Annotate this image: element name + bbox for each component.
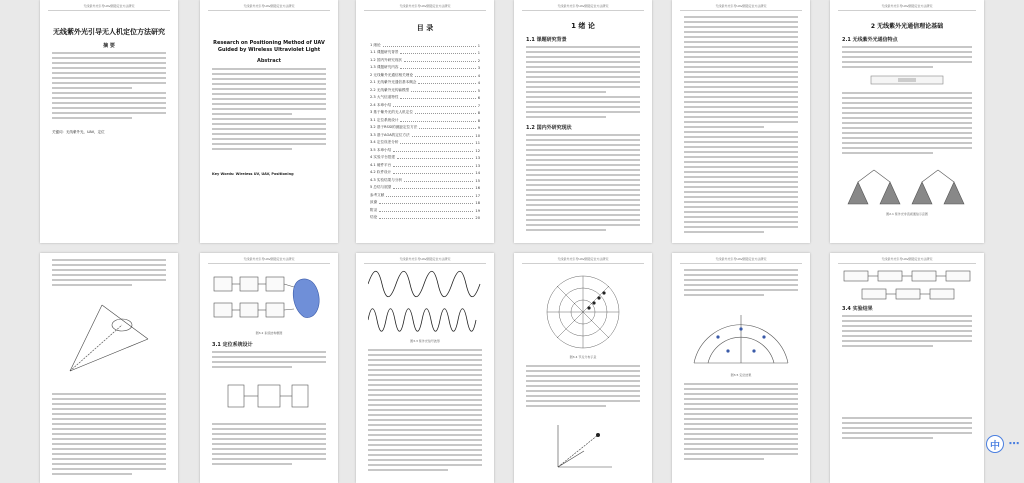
toc-row[interactable]: 5 总结与展望 16 [370, 185, 480, 190]
body-text [684, 16, 798, 236]
page-thumbnail-12[interactable] [830, 253, 984, 483]
toc-title: 目 录 [416, 24, 434, 32]
english-keywords: Key Words: Wireless UV, UAV, Positioning [212, 172, 294, 176]
figure-caption: 图3.5 定位结果 [730, 373, 752, 377]
figure-waveform-2 [368, 305, 482, 335]
page-thumbnail-8[interactable] [200, 253, 338, 483]
english-title: Research on Positioning Method of UAV Guided by Wireless Ultraviolet Light [213, 40, 325, 53]
section-heading: 2.1 无线紫外光通信特点 [842, 37, 898, 43]
toc-row[interactable]: 4 实验平台搭建 13 [370, 155, 480, 160]
body-text [842, 315, 972, 350]
page-thumbnail-4[interactable] [514, 0, 652, 243]
figure-nlos-links [844, 168, 970, 208]
figure-caption: 图3.3 紫外光信号波形 [410, 339, 440, 343]
page-thumbnail-2[interactable] [200, 0, 338, 243]
page-header: 无线紫外光引导UAV跟随定位方法研究 [208, 257, 330, 264]
body-text [212, 351, 326, 371]
figure-diagram [870, 72, 944, 88]
figure-waveform-1 [368, 267, 482, 301]
translate-button[interactable]: 中 [986, 435, 1004, 453]
body-text [368, 349, 482, 474]
section-heading: 3.1 定位系统设计 [212, 342, 253, 348]
page-thumbnail-9[interactable] [356, 253, 494, 483]
section-heading: 1.2 国内外研究现状 [526, 125, 572, 131]
figure-arc-coverage [688, 307, 794, 369]
body-text [212, 423, 326, 468]
page-header: 无线紫外光引导UAV跟随定位方法研究 [838, 257, 976, 264]
toc-row[interactable]: 参考文献 17 [370, 192, 480, 198]
body-text [684, 383, 798, 463]
body-text [52, 52, 166, 122]
figure-polar-nodes [544, 273, 622, 351]
body-text [842, 417, 972, 442]
toc-row[interactable]: 3.5 本章小结 12 [370, 147, 480, 153]
page-header: 无线紫外光引导UAV跟随定位方法研究 [838, 4, 976, 11]
figure-flowchart [842, 267, 972, 301]
toc-row[interactable]: 3.1 定位系统设计 8 [370, 117, 480, 123]
toc-row[interactable]: 1.2 国内外研究现状 2 [370, 57, 480, 63]
toc-row[interactable]: 3.3 基于AOA的定位方法 10 [370, 132, 480, 138]
figure-3d-axes [548, 421, 618, 477]
toc-row[interactable]: 附录 19 [370, 207, 480, 213]
toc-row[interactable]: 致谢 18 [370, 200, 480, 205]
figure-caption: 图3.2 系统结构框图 [255, 331, 283, 335]
chapter-title: 2 无线紫外光通信理论基础 [870, 23, 944, 30]
toc-row[interactable]: 1.3 课题研究内容 3 [370, 65, 480, 70]
page-header: 无线紫外光引导UAV跟随定位方法研究 [208, 4, 330, 11]
toc-row[interactable]: 2.2 无线紫外光传输模型 5 [370, 87, 480, 93]
page-header: 无线紫外光引导UAV跟随定位方法研究 [522, 4, 644, 11]
body-text [52, 259, 166, 289]
cover-title: 无线紫外光引导无人机定位方法研究 [53, 28, 165, 36]
figure-beam-cone [62, 299, 156, 379]
page-header: 无线紫外光引导UAV跟随定位方法研究 [364, 257, 486, 264]
table-of-contents [370, 40, 480, 220]
page-header: 无线紫外光引导UAV跟随定位方法研究 [680, 257, 802, 264]
figure-circuit [222, 377, 316, 417]
toc-row[interactable]: 3 基于紫外光的无人机定位 8 [370, 110, 480, 115]
figure-caption: 图3.4 节点分布示意 [569, 355, 597, 359]
body-text [842, 92, 972, 157]
body-text [842, 46, 972, 71]
floating-toolbar [986, 435, 1022, 453]
toc-row[interactable]: 4.2 软件设计 14 [370, 170, 480, 175]
page-thumbnail-11[interactable] [672, 253, 810, 483]
toc-row[interactable]: 2.3 大气信道特性 6 [370, 95, 480, 100]
page-thumbnail-1[interactable] [40, 0, 178, 243]
body-text [526, 46, 640, 121]
page-header: 无线紫外光引导UAV跟随定位方法研究 [522, 257, 644, 264]
figure-block-diagram [212, 273, 326, 327]
page-thumbnail-5[interactable] [672, 0, 810, 243]
keywords: 关键词：无线紫外光，UAV，定位 [52, 130, 105, 134]
toc-row[interactable]: 4.3 实验结果与分析 15 [370, 177, 480, 183]
figure-caption: 图2.1 紫外光非直视通信示意图 [886, 212, 928, 216]
toc-row[interactable]: 1.1 课题研究背景 1 [370, 50, 480, 55]
page-header: 无线紫外光引导UAV跟随定位方法研究 [680, 4, 802, 11]
toc-row[interactable]: 4.1 硬件平台 13 [370, 162, 480, 168]
toc-row[interactable]: 结论 20 [370, 215, 480, 220]
toc-row[interactable]: 3.4 定位误差分析 11 [370, 140, 480, 145]
body-text [684, 269, 798, 299]
english-abstract-heading: Abstract [256, 58, 281, 64]
toc-row[interactable]: 2 无线紫外光通信相关理论 4 [370, 72, 480, 78]
section-heading: 3.4 实验结果 [842, 306, 873, 312]
page-thumbnail-10[interactable] [514, 253, 652, 483]
toc-row[interactable]: 3.2 基于RSSI的测距定位方法 9 [370, 125, 480, 130]
document-thumbnail-grid [40, 0, 984, 483]
chapter-title: 1 绪 论 [571, 22, 595, 30]
page-thumbnail-7[interactable] [40, 253, 178, 483]
toc-row[interactable]: 1 绪论 1 [370, 42, 480, 48]
body-text [526, 365, 640, 410]
body-text [526, 134, 640, 234]
body-text [212, 68, 326, 153]
page-header: 无线紫外光引导UAV跟随定位方法研究 [364, 4, 486, 11]
page-thumbnail-3[interactable] [356, 0, 494, 243]
page-thumbnail-6[interactable] [830, 0, 984, 243]
toc-row[interactable]: 2.4 本章小结 7 [370, 102, 480, 108]
page-header: 无线紫外光引导UAV跟随定位方法研究 [48, 4, 170, 11]
more-button[interactable]: ⋯ [1008, 436, 1020, 450]
toc-row[interactable]: 2.1 无线紫外光通信基本概念 4 [370, 80, 480, 85]
abstract-heading: 摘 要 [103, 43, 115, 49]
body-text [52, 393, 166, 478]
section-heading: 1.1 课题研究背景 [526, 37, 567, 43]
